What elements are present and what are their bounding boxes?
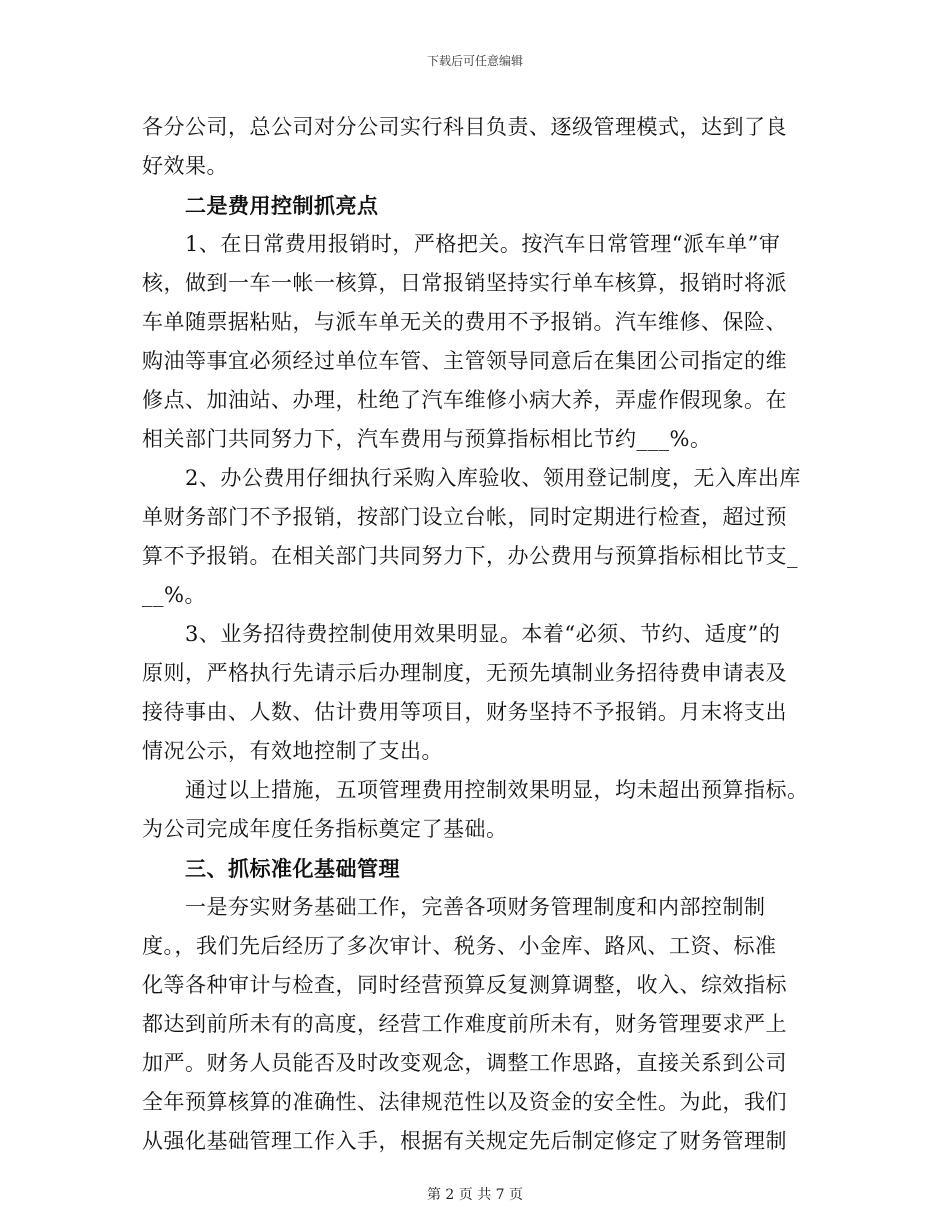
body-text-line: __%。 xyxy=(142,583,206,607)
body-text-line: 一是夯实财务基础工作，完善各项财务管理制度和内部控制制 xyxy=(185,895,766,919)
page-footer: 第 2 页 共 7 页 xyxy=(426,1187,524,1203)
body-text-line: 修点、加油站、办理，杜绝了汽车维修小病大养，弄虚作假现象。在 xyxy=(142,388,787,412)
body-text-line: 3、业务招待费控制使用效果明显。本着“必须、节约、适度”的 xyxy=(185,622,781,646)
body-text-line: 车单随票据粘贴，与派车单无关的费用不予报销。汽车维修、保险、 xyxy=(142,310,787,334)
body-text-line: 核，做到一车一帐一核算，日常报销坚持实行单车核算，报销时将派 xyxy=(142,271,787,295)
body-text-line: 1、在日常费用报销时，严格把关。按汽车日常管理“派车单”审 xyxy=(185,232,781,256)
body-text-line: 单财务部门不予报销，按部门设立台帐，同时定期进行检查，超过预 xyxy=(142,505,787,529)
page-header: 下载后可任意编辑 xyxy=(426,54,523,68)
section-heading: 二是费用控制抓亮点 xyxy=(185,193,379,218)
body-text-line: 原则，严格执行先请示后办理制度，无预先填制业务招待费申请表及 xyxy=(142,661,787,685)
body-text-line: 好效果。 xyxy=(142,154,228,178)
body-text-line: 加严。财务人员能否及时改变观念，调整工作思路，直接关系到公司 xyxy=(142,1051,787,1075)
document-body xyxy=(142,108,810,1161)
body-text-line: 各分公司，总公司对分公司实行科目负责、逐级管理模式，达到了良 xyxy=(142,115,787,139)
body-text-line: 2、办公费用仔细执行采购入库验收、领用登记制度，无入库出库 xyxy=(185,466,801,490)
body-text-line: 度。，我们先后经历了多次审计、税务、小金库、路风、工资、标准 xyxy=(142,934,777,958)
body-text-line: 化等各种审计与检查，同时经营预算反复测算调整，收入、综效指标 xyxy=(142,973,787,997)
body-text-line: 购油等事宜必须经过单位车管、主管领导同意后在集团公司指定的维 xyxy=(142,349,787,373)
body-text-line: 接待事由、人数、估计费用等项目，财务坚持不予报销。月末将支出 xyxy=(142,700,787,724)
body-text-line: 情况公示，有效地控制了支出。 xyxy=(142,739,443,763)
body-text-line: 全年预算核算的准确性、法律规范性以及资金的安全性。为此，我们 xyxy=(142,1090,787,1114)
body-text-line: 通过以上措施，五项管理费用控制效果明显，均未超出预算指标。 xyxy=(185,778,809,802)
body-text-line: 为公司完成年度任务指标奠定了基础。 xyxy=(142,817,508,841)
body-text-line: 都达到前所未有的高度，经营工作难度前所未有，财务管理要求严上 xyxy=(142,1012,787,1036)
body-text-line: 算不予报销。在相关部门共同努力下，办公费用与预算指标相比节支_ xyxy=(142,544,798,568)
body-text-line: 相关部门共同努力下，汽车费用与预算指标相比节约___%。 xyxy=(142,427,712,451)
section-heading: 三、抓标准化基础管理 xyxy=(185,856,400,881)
body-text-line: 从强化基础管理工作入手，根据有关规定先后制定修定了财务管理制 xyxy=(142,1129,787,1153)
